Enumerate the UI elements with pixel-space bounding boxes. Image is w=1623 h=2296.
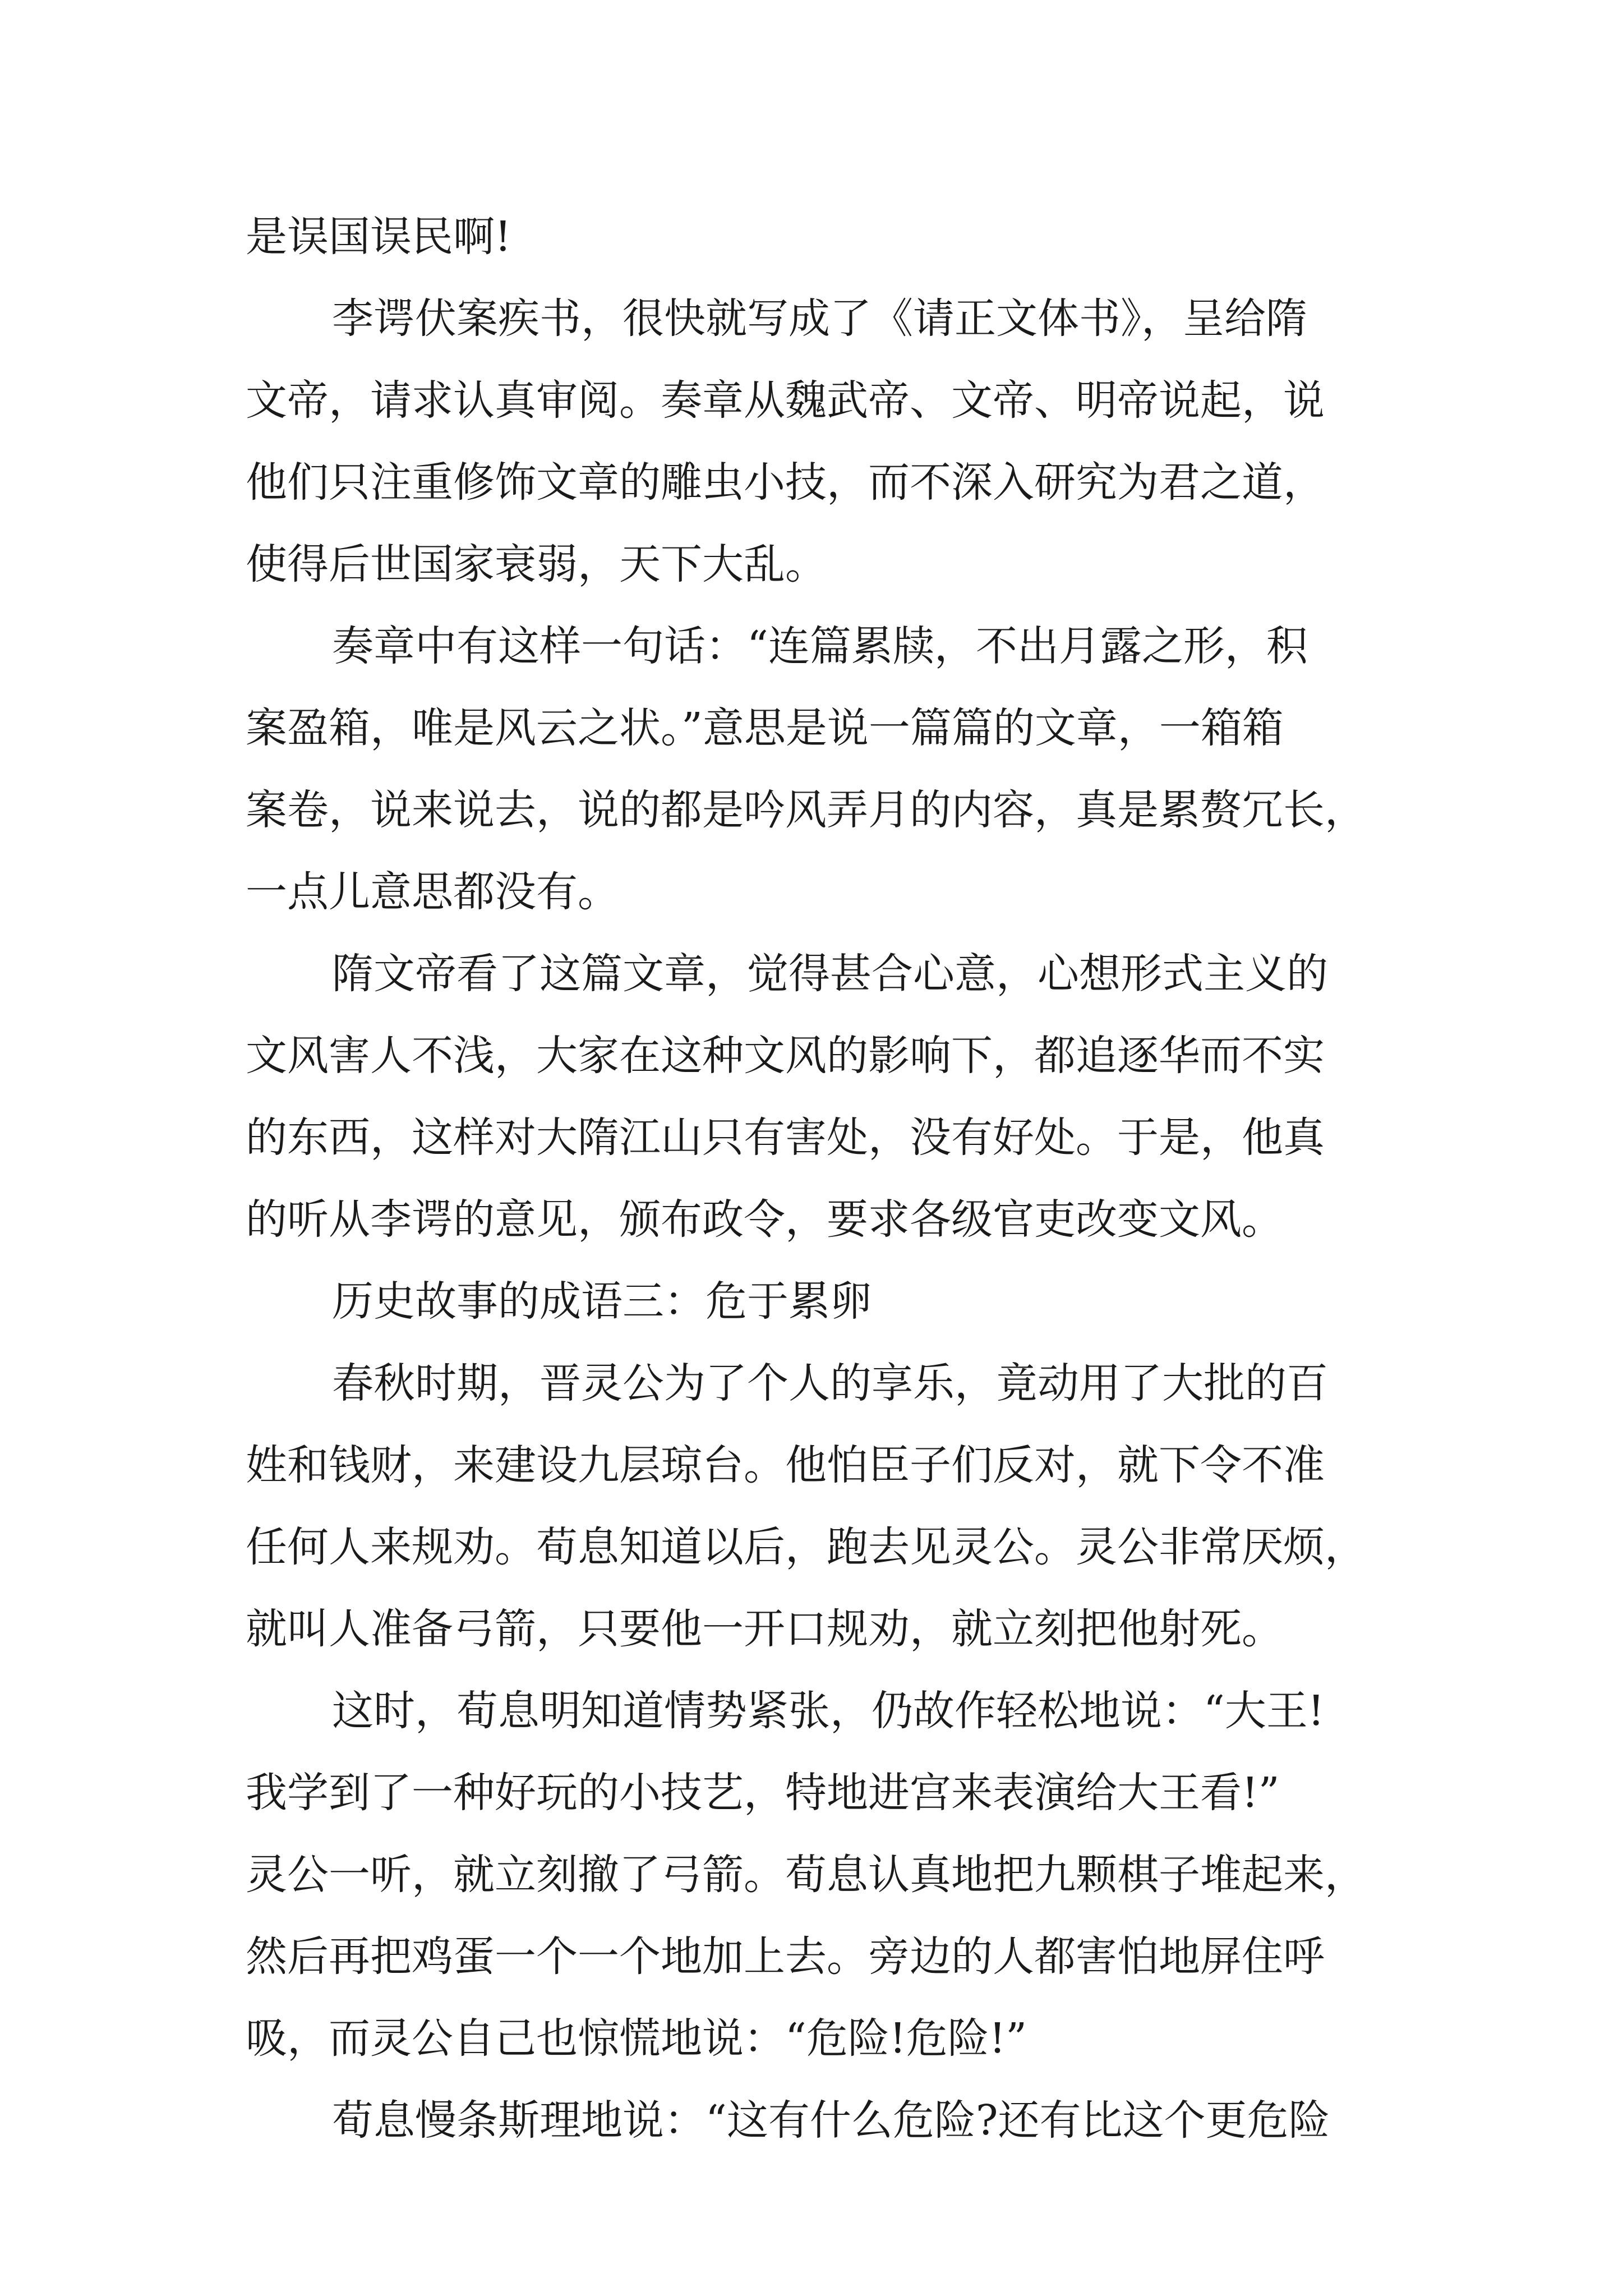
text-line: 然后再把鸡蛋一个一个地加上去。旁边的人都害怕地屏住呼 [246, 1932, 1325, 1981]
paragraph-first-line: 隋文帝看了这篇文章，觉得甚合心意，心想形式主义的 [332, 950, 1328, 998]
text-line: 文帝，请求认真审阅。奏章从魏武帝、文帝、明帝说起，说 [246, 376, 1325, 425]
text-line: 的东西，这样对大隋江山只有害处，没有好处。于是，他真 [246, 1114, 1325, 1162]
text-line: 使得后世国家衰弱，天下大乱。 [246, 540, 827, 588]
paragraph-first-line: 这时，荀息明知道情势紧张，仍故作轻松地说：“大王! [332, 1687, 1325, 1735]
text-line: 姓和钱财，来建设九层琼台。他怕臣子们反对，就下令不准 [246, 1441, 1325, 1489]
text-line: 一点儿意思都没有。 [246, 868, 619, 916]
text-line: 他们只注重修饰文章的雕虫小技，而不深入研究为君之道， [246, 458, 1325, 507]
text-line: 就叫人准备弓箭，只要他一开口规劝，就立刻把他射死。 [246, 1605, 1283, 1653]
paragraph-first-line: 奏章中有这样一句话：“连篇累牍，不出月露之形，积 [332, 622, 1308, 670]
paragraph-first-line: 春秋时期，晋灵公为了个人的享乐，竟动用了大批的百 [332, 1359, 1328, 1407]
text-line: 文风害人不浅，大家在这种文风的影响下，都追逐华而不实 [246, 1032, 1325, 1080]
text-line: 案盈箱，唯是风云之状。”意思是说一篇篇的文章，一箱箱 [246, 704, 1284, 752]
text-line: 的听从李谔的意见，颁布政令，要求各级官吏改变文风。 [246, 1195, 1283, 1244]
section-heading: 历史故事的成语三：危于累卵 [332, 1277, 872, 1326]
paragraph-first-line: 荀息慢条斯理地说：“这有什么危险?还有比这个更危险 [332, 2096, 1330, 2145]
paragraph-first-line: 李谔伏案疾书，很快就写成了《请正文体书》，呈给隋 [332, 295, 1307, 343]
text-line: 灵公一听，就立刻撤了弓箭。荀息认真地把九颗棋子堆起来， [246, 1851, 1366, 1899]
text-line: 任何人来规劝。荀息知道以后，跑去见灵公。灵公非常厌烦， [246, 1523, 1366, 1571]
text-line: 案卷，说来说去，说的都是吟风弄月的内容，真是累赘冗长， [246, 786, 1366, 834]
text-line: 是误国误民啊! [246, 213, 511, 261]
text-line: 我学到了一种好玩的小技艺，特地进宫来表演给大王看!” [246, 1769, 1280, 1817]
text-line: 吸，而灵公自己也惊慌地说：“危险!危险!” [246, 2014, 1027, 2063]
